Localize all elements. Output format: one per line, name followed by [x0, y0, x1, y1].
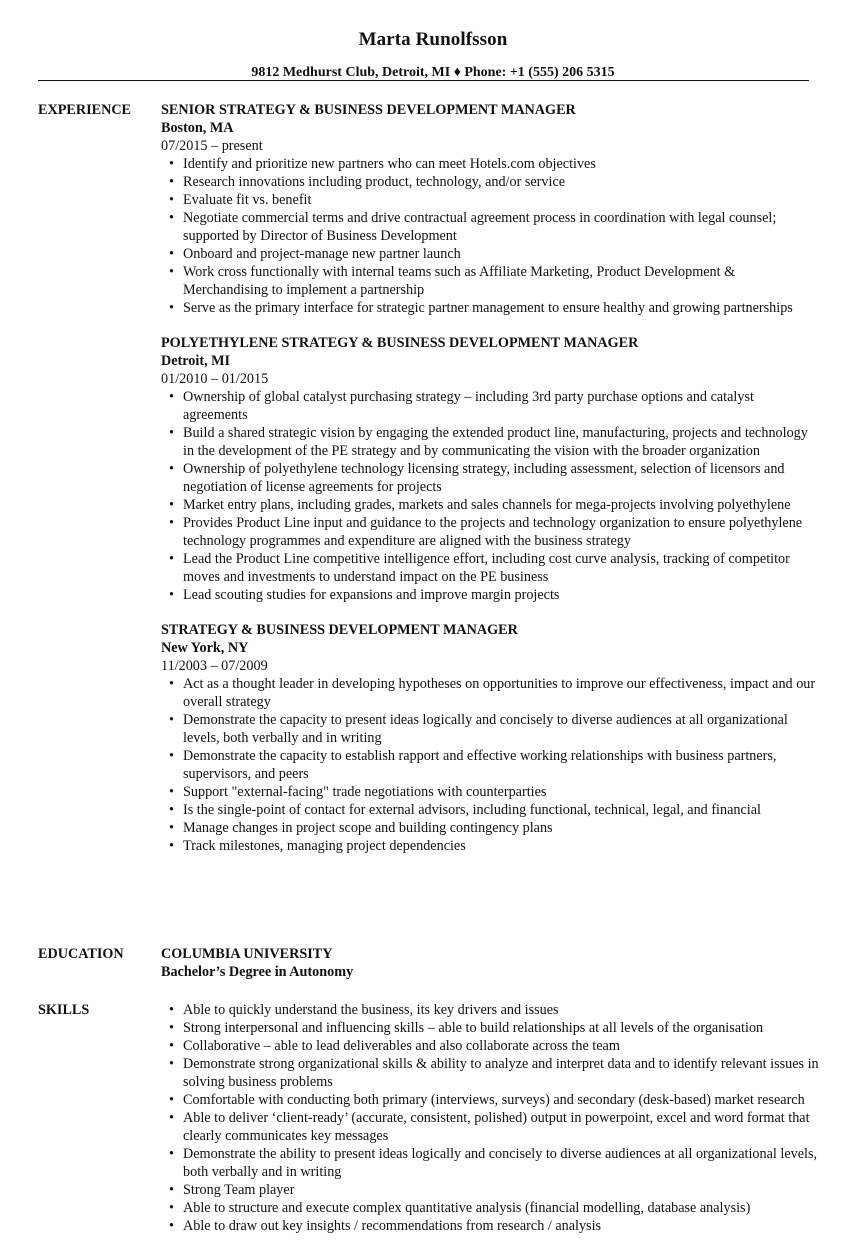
- list-item: • Manage changes in project scope and building contingency plans: [161, 819, 821, 837]
- list-item: • Serve as the primary interface for strategic partner management to ensure healthy and growing partnerships: [161, 299, 821, 317]
- list-item: • Demonstrate the capacity to present ideas logically and concisely to diverse audiences at all organizational levels, both verbally and in writing: [161, 711, 821, 747]
- school-name: COLUMBIA UNIVERSITY: [161, 946, 333, 962]
- job-location: Boston, MA: [161, 120, 234, 136]
- job-title: STRATEGY & BUSINESS DEVELOPMENT MANAGER: [161, 622, 518, 638]
- list-item: • Collaborative – able to lead deliverables and also collaborate across the team: [161, 1037, 821, 1055]
- list-item: • Track milestones, managing project dependencies: [161, 837, 821, 855]
- list-item: • Able to quickly understand the business, its key drivers and issues: [161, 1001, 821, 1019]
- job-bullets: [161, 155, 821, 317]
- skills-list: [161, 1001, 821, 1235]
- skills-heading: SKILLS: [38, 1002, 90, 1018]
- job-dates: 11/2003 – 07/2009: [161, 658, 268, 674]
- list-item: • Able to deliver ‘client-ready’ (accurate, consistent, polished) output in powerpoint, excel and word format that clearly communicates key messages: [161, 1109, 821, 1145]
- list-item: • Ownership of polyethylene technology licensing strategy, including assessment, selection of licensors and negotiation of license agreements for projects: [161, 460, 821, 496]
- job-dates: 01/2010 – 01/2015: [161, 371, 269, 387]
- education-heading: EDUCATION: [38, 946, 124, 962]
- job-bullets: [161, 388, 821, 604]
- list-item: • Research innovations including product, technology, and/or service: [161, 173, 821, 191]
- resume-header: [0, 0, 866, 82]
- list-item: • Lead the Product Line competitive intelligence effort, including cost curve analysis, tracking of competitor moves and investments to understand impact on the PE business: [161, 550, 821, 586]
- list-item: • Able to structure and execute complex quantitative analysis (financial modelling, database analysis): [161, 1199, 821, 1217]
- list-item: • Market entry plans, including grades, markets and sales channels for mega-projects involving polyethylene: [161, 496, 821, 514]
- list-item: • Strong Team player: [161, 1181, 821, 1199]
- list-item: • Work cross functionally with internal teams such as Affiliate Marketing, Product Development & Merchandising to implement a partnership: [161, 263, 821, 299]
- education-body: [161, 945, 821, 981]
- job-title: SENIOR STRATEGY & BUSINESS DEVELOPMENT MANAGER: [161, 102, 576, 118]
- experience-heading: EXPERIENCE: [38, 102, 132, 118]
- skills-body: [161, 1001, 821, 1235]
- job-bullets: [161, 675, 821, 855]
- degree: Bachelor’s Degree in Autonomy: [161, 964, 354, 980]
- contact-line: 9812 Medhurst Club, Detroit, MI ♦ Phone: +1 (555) 206 5315: [251, 65, 615, 80]
- job-entry: [161, 621, 821, 855]
- experience-body: [161, 101, 821, 872]
- job-location: Detroit, MI: [161, 353, 231, 369]
- list-item: • Provides Product Line input and guidance to the projects and technology organization to ensure polyethylene technology programmes and expenditure are aligned with the business strategy: [161, 514, 821, 550]
- list-item: • Demonstrate the capacity to establish rapport and effective working relationships with business partners, supervisors, and peers: [161, 747, 821, 783]
- list-item: • Strong interpersonal and influencing skills – able to build relationships at all levels of the organisation: [161, 1019, 821, 1037]
- list-item: • Demonstrate strong organizational skills & ability to analyze and interpret data and to identify relevant issues in solving business problems: [161, 1055, 821, 1091]
- list-item: • Negotiate commercial terms and drive contractual agreement process in coordination with legal counsel; supported by Director of Business Development: [161, 209, 821, 245]
- list-item: • Able to draw out key insights / recommendations from research / analysis: [161, 1217, 821, 1235]
- candidate-name: Marta Runolfsson: [358, 29, 508, 50]
- list-item: • Comfortable with conducting both primary (interviews, surveys) and secondary (desk-based) market research: [161, 1091, 821, 1109]
- list-item: • Act as a thought leader in developing hypotheses on opportunities to improve our effectiveness, impact and our overall strategy: [161, 675, 821, 711]
- list-item: • Evaluate fit vs. benefit: [161, 191, 821, 209]
- list-item: • Build a shared strategic vision by engaging the extended product line, manufacturing, projects and technology in the development of the PE strategy and by communicating the vision with the broader organization: [161, 424, 821, 460]
- list-item: • Onboard and project-manage new partner launch: [161, 245, 821, 263]
- list-item: • Demonstrate the ability to present ideas logically and concisely to diverse audiences at all organizational levels, both verbally and in writing: [161, 1145, 821, 1181]
- list-item: • Is the single-point of contact for external advisors, including functional, technical, legal, and financial: [161, 801, 821, 819]
- job-dates: 07/2015 – present: [161, 138, 263, 154]
- job-location: New York, NY: [161, 640, 249, 656]
- job-entry: [161, 334, 821, 604]
- header-divider: [38, 80, 809, 81]
- job-entry: [161, 101, 821, 317]
- list-item: • Support "external-facing" trade negotiations with counterparties: [161, 783, 821, 801]
- list-item: • Lead scouting studies for expansions and improve margin projects: [161, 586, 821, 604]
- job-title: POLYETHYLENE STRATEGY & BUSINESS DEVELOPMENT MANAGER: [161, 335, 639, 351]
- list-item: • Ownership of global catalyst purchasing strategy – including 3rd party purchase options and catalyst agreements: [161, 388, 821, 424]
- list-item: • Identify and prioritize new partners who can meet Hotels.com objectives: [161, 155, 821, 173]
